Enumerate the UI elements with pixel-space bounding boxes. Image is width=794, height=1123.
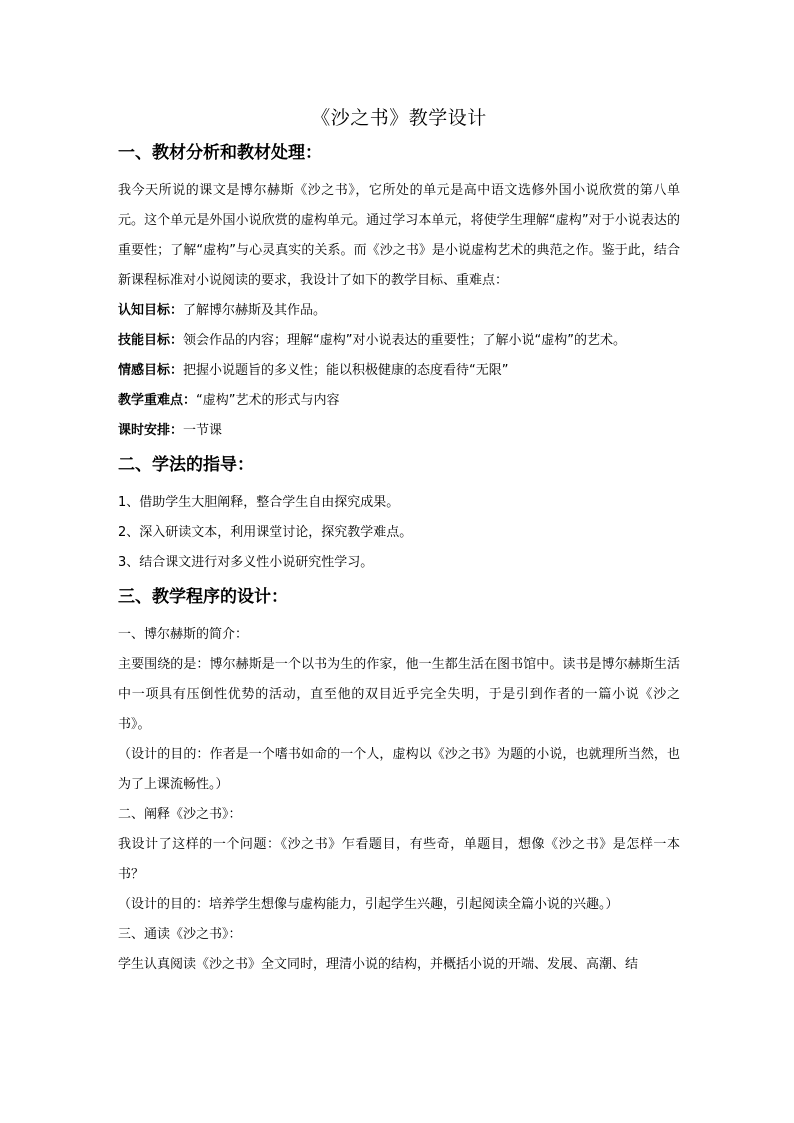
paragraph: 学生认真阅读《沙之书》全文同时，理清小说的结构，并概括小说的开端、发展、高潮、结: [118, 957, 639, 972]
document-body: [118, 104, 680, 980]
item-text: 把握小说题旨的多义性；能以积极健康的态度看待“无限”: [183, 363, 509, 378]
item-label: 情感目标：: [118, 363, 184, 378]
subheading-read-through: 三、通读《沙之书》：: [118, 927, 242, 942]
item-key-difficulty: [118, 386, 680, 416]
paragraph: 我设计了这样的一个问题：《沙之书》乍看题目，有些奇，单题目，想像《沙之书》是怎样一本书？: [118, 837, 680, 882]
item-emotion-goal: [118, 356, 680, 386]
section-heading-study-guidance: 二、学法的指导：: [118, 455, 254, 475]
item-cognitive-goal: [118, 296, 680, 326]
document-title: 《沙之书》教学设计: [311, 107, 487, 129]
subheading-author-intro: 一、博尔赫斯的简介：: [118, 627, 249, 642]
section-heading-teaching-procedure: 三、教学程序的设计：: [118, 587, 288, 607]
design-purpose-note: （设计的目的：作者是一个嗜书如命的一个人，虚构以《沙之书》为题的小说，也就理所当然，也为了上课流畅性。）: [118, 747, 680, 792]
item-skill-goal: [118, 326, 680, 356]
list-item: 3、结合课文进行对多义性小说研究性学习。: [118, 555, 374, 570]
item-label: 技能目标：: [118, 333, 184, 348]
section-heading-textbook-analysis: 一、教材分析和教材处理：: [118, 143, 322, 163]
subheading-interpret: 二、阐释《沙之书》：: [118, 807, 242, 822]
list-item: 2、深入研读文本，利用课堂讨论，探究教学难点。: [118, 525, 413, 540]
item-label: 课时安排：: [118, 423, 184, 438]
item-text: “虚构”艺术的形式与内容: [196, 393, 340, 408]
item-text: 一节课: [183, 423, 223, 438]
list-item: 1、借助学生大胆阐释，整合学生自由探究成果。: [118, 495, 400, 510]
item-class-hours: [118, 416, 680, 446]
item-text: 了解博尔赫斯及其作品。: [183, 303, 327, 318]
paragraph: 主要围绕的是：博尔赫斯是一个以书为生的作家，他一生都生活在图书馆中。读书是博尔赫斯生活中一项具有压倒性优势的活动，直至他的双目近乎完全失明，于是引到作者的一篇小说《沙之书》。: [118, 657, 680, 732]
item-text: 领会作品的内容；理解“虚构”对小说表达的重要性；了解小说“虚构”的艺术。: [183, 333, 626, 348]
design-purpose-note: （设计的目的：培养学生想像与虚构能力，引起学生兴趣，引起阅读全篇小说的兴趣。）: [118, 897, 619, 912]
paragraph-intro: 我今天所说的课文是博尔赫斯《沙之书》，它所处的单元是高中语文选修外国小说欣赏的第八单元。这个单元是外国小说欣赏的虚构单元。通过学习本单元，将使学生理解“虚构”对于小说表达的重要性；了解“虚构”与心灵真实的关系。而《沙之书》是小说虚构艺术的典范之作。鉴于此，结合新课程标准对小说阅读的要求，我设计了如下的教学目标、重难点：: [118, 183, 680, 288]
item-label: 教学重难点：: [118, 393, 197, 408]
item-label: 认知目标：: [118, 303, 184, 318]
